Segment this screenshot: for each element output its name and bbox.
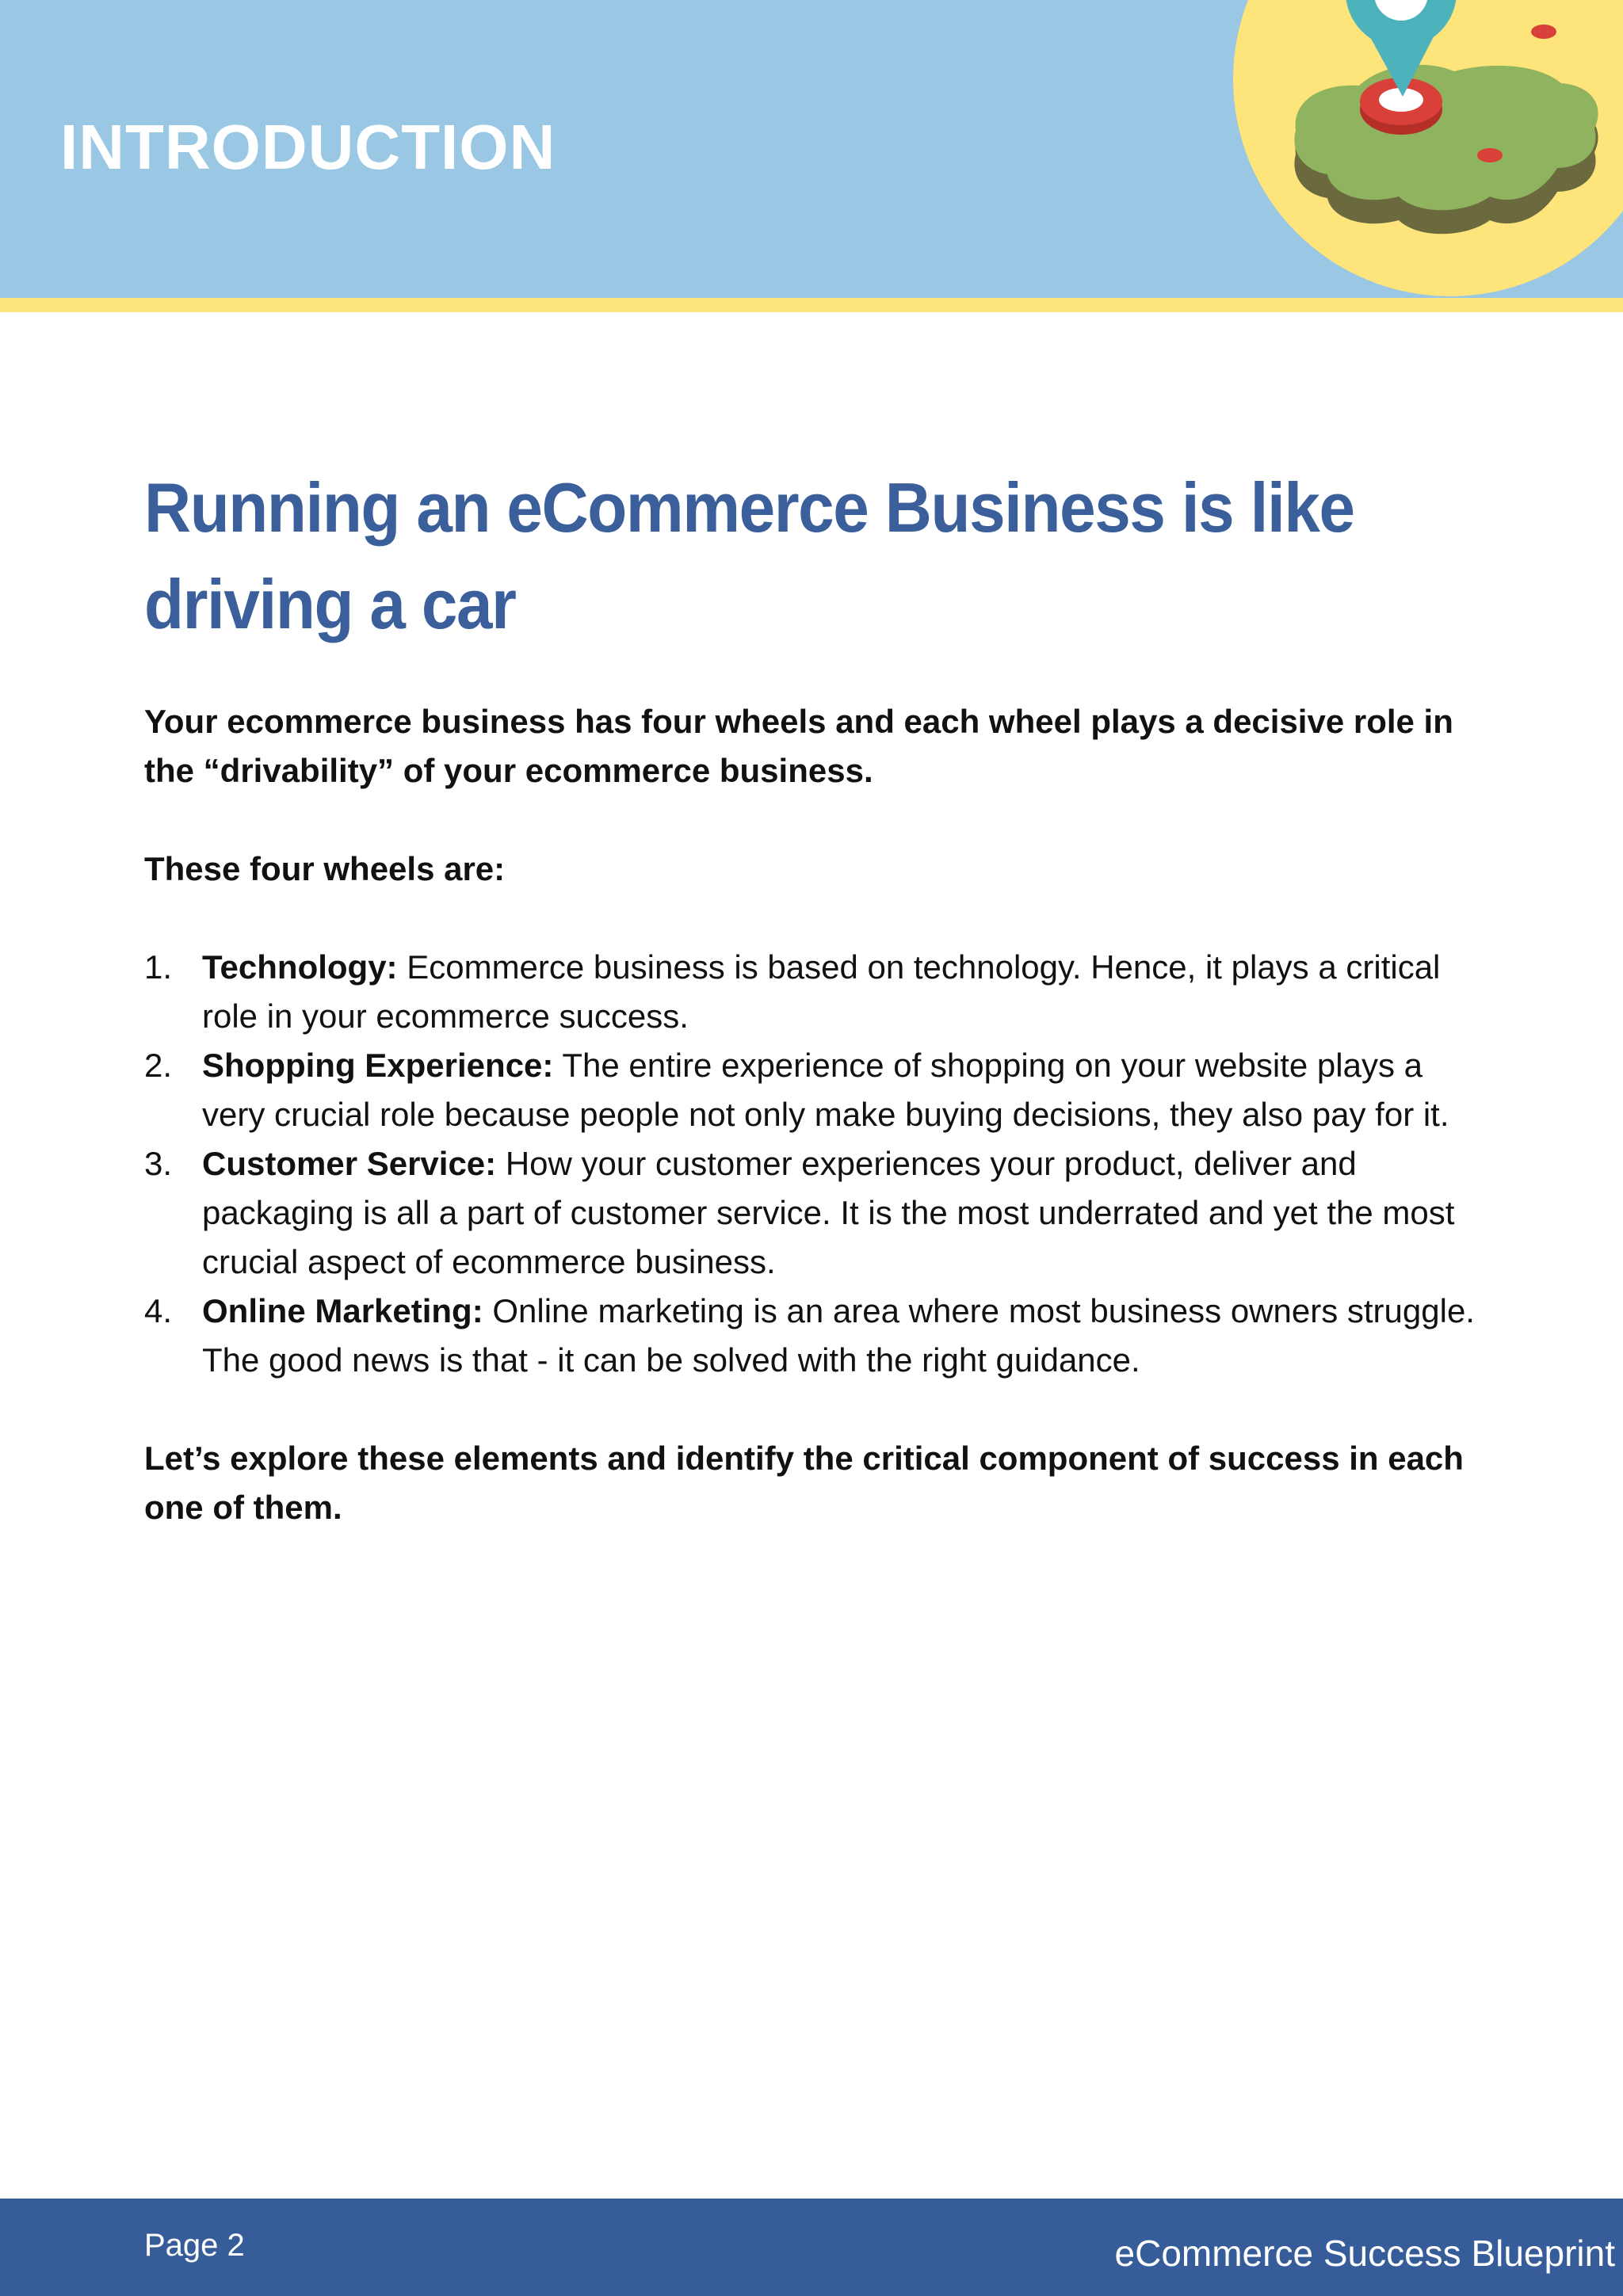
list-item-number: 3.	[144, 1145, 173, 1182]
list-item-description: How your customer experiences your product, deliver and packaging is all a part of customer service. It is the most underrated and yet the most crucial aspect of ecommerce business.	[202, 1145, 1455, 1280]
list-item-term: Customer Service:	[202, 1145, 497, 1182]
list-item	[144, 943, 1476, 1041]
wheel-list	[144, 943, 1476, 1385]
list-item-term: Online Marketing:	[202, 1292, 483, 1329]
list-item-term: Shopping Experience:	[202, 1047, 554, 1084]
header-accent-stripe	[0, 298, 1623, 312]
list-item-number: 2.	[144, 1047, 173, 1084]
list-heading: These four wheels are:	[144, 850, 506, 887]
list-item	[144, 1287, 1476, 1385]
list-item	[144, 1139, 1476, 1287]
intro-paragraph: Your ecommerce business has four wheels and each wheel plays a decisive role in the “drivability” of your ecommerce business.	[144, 703, 1453, 789]
list-item-text	[202, 943, 1476, 1041]
document-title: eCommerce Success Blueprint	[1114, 2233, 1615, 2274]
main-content	[144, 460, 1476, 1532]
closing-paragraph: Let’s explore these elements and identify the critical component of success in each one of them.	[144, 1440, 1464, 1526]
page-title: Running an eCommerce Business is like driving a car	[144, 468, 1354, 643]
list-item-text	[202, 1287, 1476, 1385]
section-label: INTRODUCTION	[60, 112, 556, 182]
header-band	[0, 0, 1623, 298]
map-pin-island-icon	[1220, 0, 1623, 298]
page-number: Page 2	[144, 2228, 245, 2263]
list-item-text	[202, 1041, 1476, 1139]
list-item	[144, 1041, 1476, 1139]
list-item-term: Technology:	[202, 948, 398, 986]
list-item-description: Ecommerce business is based on technology. Hence, it plays a critical role in your ecommerce success.	[202, 948, 1441, 1035]
list-item-number: 4.	[144, 1292, 173, 1329]
list-item-number: 1.	[144, 948, 173, 986]
list-item-text	[202, 1139, 1476, 1287]
list-item-description: Online marketing is an area where most business owners struggle. The good news is that - it can be solved with the right guidance.	[202, 1292, 1475, 1379]
list-item-description: The entire experience of shopping on your website plays a very crucial role because people not only make buying decisions, they also pay for it.	[202, 1047, 1449, 1133]
